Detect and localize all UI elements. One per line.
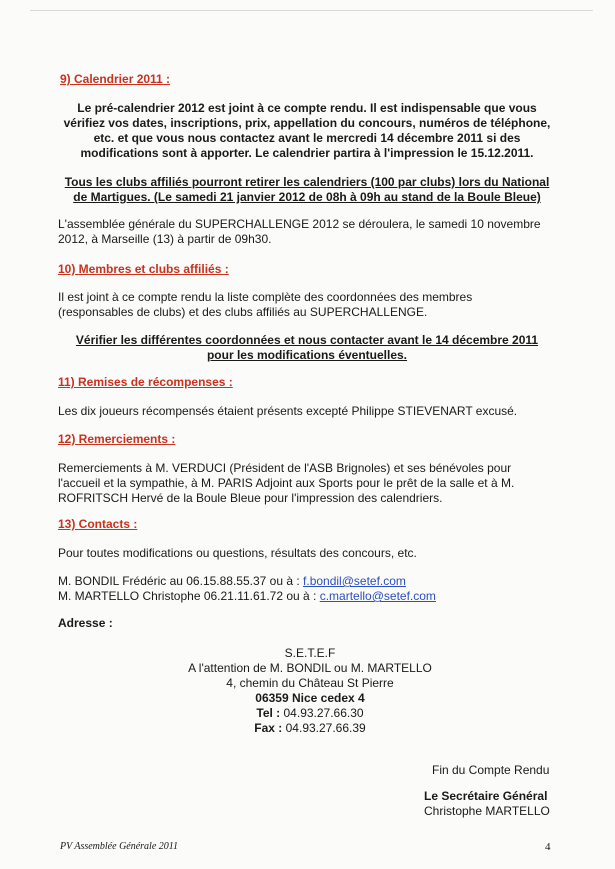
- section-10-para1-line: (responsables de clubs) et des clubs affiliés au SUPERCHALLENGE.: [58, 305, 428, 319]
- section-9-para3-line: L'assemblée générale du SUPERCHALLENGE 2012 se déroulera, le samedi 10 novembre: [58, 217, 541, 231]
- fax-label: Fax :: [254, 721, 283, 735]
- section-9-para3-line: 2012, à Marseille (13) à partir de 09h30.: [58, 232, 272, 246]
- section-9-para1-line: etc. et que vous nous contactez avant le mercredi 14 décembre 2011 si des: [93, 131, 521, 145]
- address-block: [160, 646, 460, 736]
- end-of-report: Fin du Compte Rendu: [432, 763, 550, 777]
- section-12-para1: [58, 461, 514, 506]
- section-10-para2-line: pour les modifications éventuelles.: [206, 348, 408, 362]
- contact-line-bondil: [58, 574, 406, 589]
- section-11-heading: 11) Remises de récompenses :: [58, 375, 233, 389]
- section-12-para1-line: Remerciements à M. VERDUCI (Président de l'ASB Brignoles) et ses bénévoles pour: [58, 461, 512, 475]
- section-12-heading: 12) Remerciements :: [58, 432, 176, 446]
- address-street: 4, chemin du Château St Pierre: [226, 676, 394, 690]
- address-attention: A l'attention de M. BONDIL ou M. MARTELLO: [188, 661, 432, 675]
- section-9-para1-line: vérifiez vos dates, inscriptions, prix, appellation du concours, numéros de téléphone,: [63, 116, 551, 130]
- page-number: 4: [545, 841, 551, 853]
- contact-line-martello: [58, 589, 436, 604]
- section-9-heading: 9) Calendrier 2011 :: [60, 72, 171, 86]
- section-9-para3: [58, 217, 541, 247]
- secretary-title: Le Secrétaire Général: [424, 789, 548, 803]
- footer-doc-title: PV Assemblée Générale 2011: [60, 841, 179, 852]
- section-9-para2: [52, 175, 562, 205]
- contact-text: M. MARTELLO Christophe 06.21.11.61.72 ou à :: [58, 589, 320, 603]
- section-9-para2-line: Tous les clubs affiliés pourront retirer les calendriers (100 par clubs) lors du National: [64, 175, 550, 189]
- tel-value: 04.93.27.66.30: [280, 706, 364, 720]
- tel-label: Tel :: [256, 706, 281, 720]
- section-9-para1: [52, 101, 562, 161]
- secretary-name: Christophe MARTELLO: [424, 804, 550, 818]
- contact-text: M. BONDIL Frédéric au 06.15.88.55.37 ou à :: [58, 574, 304, 588]
- section-12-para1-line: ROFRITSCH Hervé de la Boule Bleue pour l'impression des calendriers.: [58, 491, 443, 505]
- section-10-para2-line: Vérifier les différentes coordonnées et nous contacter avant le 14 décembre 2011: [75, 333, 539, 347]
- section-9-para1-line: Le pré-calendrier 2012 est joint à ce compte rendu. Il est indispensable que vous: [77, 101, 537, 115]
- section-9-para1-line: modifications sont à apporter. Le calendrier partira à l'impression le 15.12.2011.: [80, 146, 534, 160]
- email-link-martello[interactable]: c.martello@setef.com: [319, 589, 436, 603]
- section-10-para2: [52, 333, 562, 363]
- section-11-para1: Les dix joueurs récompensés étaient présents excepté Philippe STIEVENART excusé.: [58, 404, 518, 418]
- section-10-heading: 10) Membres et clubs affiliés :: [58, 262, 229, 276]
- section-12-para1-line: l'accueil et la sympathie, à M. PARIS Adjoint aux Sports pour le prêt de la salle et à M.: [58, 476, 515, 490]
- section-9-para2-line: de Martigues. (Le samedi 21 janvier 2012 de 08h à 09h au stand de la Boule Bleue): [73, 190, 541, 204]
- top-divider: [30, 10, 593, 11]
- email-link-bondil[interactable]: f.bondil@setef.com: [303, 574, 406, 588]
- section-10-para1: [58, 290, 472, 320]
- address-org: S.E.T.E.F: [284, 646, 336, 660]
- address-tel: [160, 706, 460, 721]
- address-city: 06359 Nice cedex 4: [255, 691, 365, 705]
- section-13-para1: Pour toutes modifications ou questions, résultats des concours, etc.: [58, 546, 417, 560]
- section-10-para1-line: Il est joint à ce compte rendu la liste complète des coordonnées des membres: [58, 290, 473, 304]
- address-fax: [160, 721, 460, 736]
- address-label: Adresse :: [58, 616, 113, 630]
- section-13-heading: 13) Contacts :: [58, 517, 138, 531]
- fax-value: 04.93.27.66.39: [282, 721, 366, 735]
